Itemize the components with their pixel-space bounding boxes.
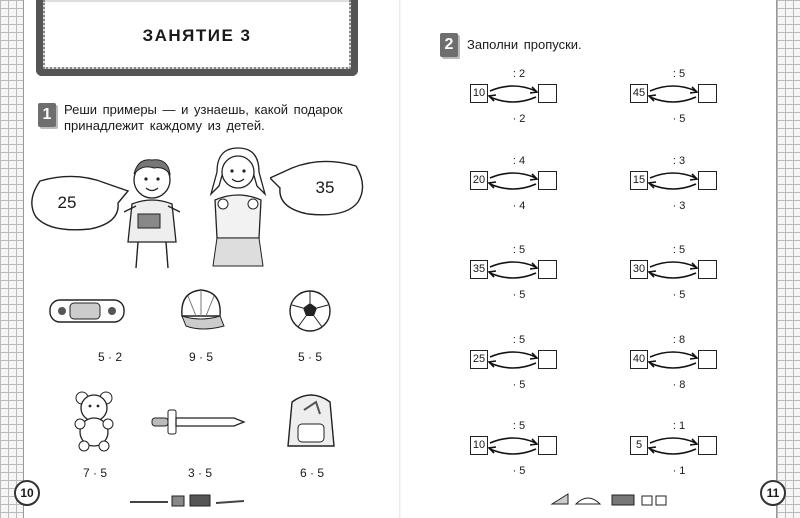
gift-expression: 5 · 2: [97, 350, 122, 364]
cycle-arrows-icon: [486, 79, 540, 109]
girl-speech-bubble: [270, 158, 362, 218]
given-number-box: 15: [630, 171, 648, 190]
divide-operation: : 2: [512, 68, 526, 80]
task-1-badge: 1: [38, 103, 56, 127]
boy-speech-bubble: [30, 173, 122, 233]
gift-expression: 9 · 5: [188, 350, 213, 364]
backpack-icon: [282, 388, 340, 452]
given-number-box: 10: [470, 84, 488, 103]
multiply-operation: · 3: [672, 200, 686, 212]
given-number-box: 40: [630, 350, 648, 369]
multiply-operation: · 5: [512, 465, 526, 477]
cycle-arrows-icon: [646, 431, 700, 461]
book-spine: [399, 0, 401, 518]
answer-blank-box[interactable]: [538, 436, 557, 455]
boy-bubble-number: 25: [57, 193, 77, 212]
divide-operation: : 5: [512, 420, 526, 432]
multiply-operation: · 8: [672, 379, 686, 391]
soccer-ball-icon: [288, 289, 332, 333]
cycle-arrows-icon: [486, 431, 540, 461]
multiply-operation: · 5: [512, 289, 526, 301]
answer-blank-box[interactable]: [538, 171, 557, 190]
right-doodle-border: [776, 0, 800, 518]
given-number-box: 20: [470, 171, 488, 190]
toy-sword-icon: [150, 408, 246, 436]
girl-bubble-number: 35: [315, 178, 335, 197]
answer-blank-box[interactable]: [538, 350, 557, 369]
task-1-instruction-line1: Реши примеры — и узнаешь, какой подарок: [64, 102, 343, 117]
divide-operation: : 5: [512, 244, 526, 256]
task-1-instruction-line2: принадлежит каждому из детей.: [64, 118, 265, 133]
page-number-right: 11: [760, 480, 786, 506]
answer-blank-box[interactable]: [538, 260, 557, 279]
divide-operation: : 5: [672, 244, 686, 256]
task-2-badge: 2: [440, 33, 458, 57]
cap-icon: [176, 286, 226, 334]
cycle-arrows-icon: [646, 255, 700, 285]
fill-in-pair: [630, 244, 720, 304]
given-number-box: 5: [630, 436, 648, 455]
fill-in-pair: [470, 68, 560, 128]
page-number-left: 10: [14, 480, 40, 506]
multiply-operation: · 1: [672, 465, 686, 477]
teddy-bear-icon: [70, 390, 118, 452]
multiply-operation: · 5: [672, 113, 686, 125]
school-supplies-doodle-icon: [128, 492, 248, 508]
divide-operation: : 5: [512, 334, 526, 346]
gift-expression: 7 · 5: [82, 466, 107, 480]
gift-expression: 6 · 5: [299, 466, 324, 480]
multiply-operation: · 5: [512, 379, 526, 391]
given-number-box: 25: [470, 350, 488, 369]
cycle-arrows-icon: [646, 166, 700, 196]
answer-blank-box[interactable]: [698, 260, 717, 279]
fill-in-pair: [470, 244, 560, 304]
cycle-arrows-icon: [486, 255, 540, 285]
answer-blank-box[interactable]: [698, 171, 717, 190]
lesson-title-frame: [36, 0, 358, 76]
toy-car-icon: [48, 292, 128, 328]
divide-operation: : 4: [512, 155, 526, 167]
cycle-arrows-icon: [646, 345, 700, 375]
answer-blank-box[interactable]: [698, 436, 717, 455]
fill-in-pair: [630, 420, 720, 480]
fill-in-pair: [630, 68, 720, 128]
answer-blank-box[interactable]: [698, 350, 717, 369]
given-number-box: 45: [630, 84, 648, 103]
divide-operation: : 5: [672, 68, 686, 80]
task-2-instruction: Заполни пропуски.: [467, 37, 582, 52]
fill-in-pair: [470, 420, 560, 480]
answer-blank-box[interactable]: [538, 84, 557, 103]
given-number-box: 30: [630, 260, 648, 279]
given-number-box: 10: [470, 436, 488, 455]
cycle-arrows-icon: [486, 166, 540, 196]
cycle-arrows-icon: [486, 345, 540, 375]
cycle-arrows-icon: [646, 79, 700, 109]
left-doodle-border: [0, 0, 24, 518]
gift-expression: 5 · 5: [297, 350, 322, 364]
divide-operation: : 8: [672, 334, 686, 346]
divide-operation: : 3: [672, 155, 686, 167]
divide-operation: : 1: [672, 420, 686, 432]
fill-in-pair: [630, 334, 720, 394]
boy-illustration: [118, 152, 186, 270]
geometry-tools-doodle-icon: [550, 492, 670, 508]
gift-expression: 3 · 5: [187, 466, 212, 480]
task-1-instruction: [64, 102, 343, 134]
girl-illustration: [203, 142, 273, 270]
fill-in-pair: [470, 334, 560, 394]
given-number-box: 35: [470, 260, 488, 279]
multiply-operation: · 5: [672, 289, 686, 301]
multiply-operation: · 2: [512, 113, 526, 125]
answer-blank-box[interactable]: [698, 84, 717, 103]
fill-in-pair: [470, 155, 560, 215]
multiply-operation: · 4: [512, 200, 526, 212]
fill-in-pair: [630, 155, 720, 215]
lesson-title: ЗАНЯТИЕ 3: [142, 26, 252, 45]
